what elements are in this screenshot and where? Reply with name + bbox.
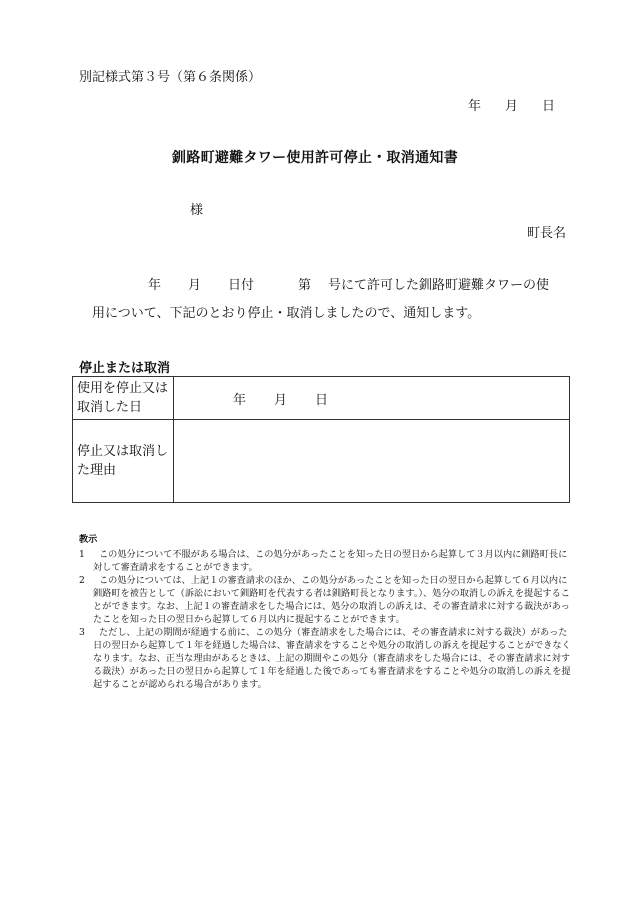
issue-date xyxy=(468,95,555,114)
issue-date-day: 日 xyxy=(542,99,556,114)
stop-date-day: 日 xyxy=(315,392,329,408)
reason-value xyxy=(174,420,570,503)
stop-date-year: 年 xyxy=(233,392,247,408)
note-number: 2 xyxy=(79,575,85,586)
list-item xyxy=(79,574,573,626)
issue-date-month: 月 xyxy=(505,99,519,114)
table-row xyxy=(73,420,570,503)
sender-name: 町長名 xyxy=(527,226,567,241)
instructions xyxy=(79,533,573,691)
body-line-1-rest: 号にて許可した釧路町避難タワーの使 xyxy=(328,278,550,293)
note-text: この処分については、上記１の審査請求のほか、この処分があったことを知った日の翌日から起算して６月以内に釧路町を被告として（訴訟において釧路町を代表する者は釧路町長となります。）、処分の取消しの訴えを提起することができます。なお、上記１の審査請求をした場合には、処分の取消しの訴えは、その審査請求に対する裁決があったことを知った日の翌日から起算して６月以内に提起することができます。 xyxy=(93,575,570,625)
details-table xyxy=(72,376,570,503)
addressee-suffix: 様 xyxy=(190,203,204,218)
table-row xyxy=(73,377,570,420)
stop-date-value xyxy=(174,377,570,420)
form-number: 別記様式第３号（第６条関係） xyxy=(79,70,262,85)
note-number: 3 xyxy=(79,627,85,638)
body-line-2: 用について、下記のとおり停止・取消しましたので、通知します。 xyxy=(92,306,481,321)
body-number-prefix: 第 xyxy=(298,278,312,293)
stop-date-label: 使用を停止又は取消した日 xyxy=(73,377,174,420)
body-line-1 xyxy=(148,274,549,293)
document-title: 釧路町避難タワー使用許可停止・取消通知書 xyxy=(172,150,458,166)
note-text: この処分について不服がある場合は、この処分があったことを知った日の翌日から起算して３月以内に釧路町長に対して審査請求をすることができます。 xyxy=(93,549,568,573)
note-text: ただし、上記の期間が経過する前に、この処分（審査請求をした場合には、その審査請求に対する裁決）があった日の翌日から起算して１年を経過した場合は、審査請求をすることや処分の取消しの訴えを提起することができなくなります。なお、正当な理由があるときは、上記の期間やこの処分（審査請求をした場合には、その審査請求に対する裁決）があった日の翌日から起算して１年を経過した後であっても審査請求をすることや処分の取消しの訴えを提起することが認められる場合があります。 xyxy=(93,627,571,690)
instructions-heading: 教示 xyxy=(79,534,98,545)
stop-date-month: 月 xyxy=(274,392,288,408)
note-number: 1 xyxy=(79,549,85,560)
body-month: 月 xyxy=(188,278,202,293)
body-year: 年 xyxy=(148,278,162,293)
body-day-suffix: 日付 xyxy=(228,278,255,293)
list-item xyxy=(79,626,573,691)
issue-date-year: 年 xyxy=(468,99,482,114)
section-title: 停止または取消 xyxy=(79,361,171,376)
reason-label: 停止又は取消した理由 xyxy=(73,420,174,503)
list-item xyxy=(79,548,573,574)
